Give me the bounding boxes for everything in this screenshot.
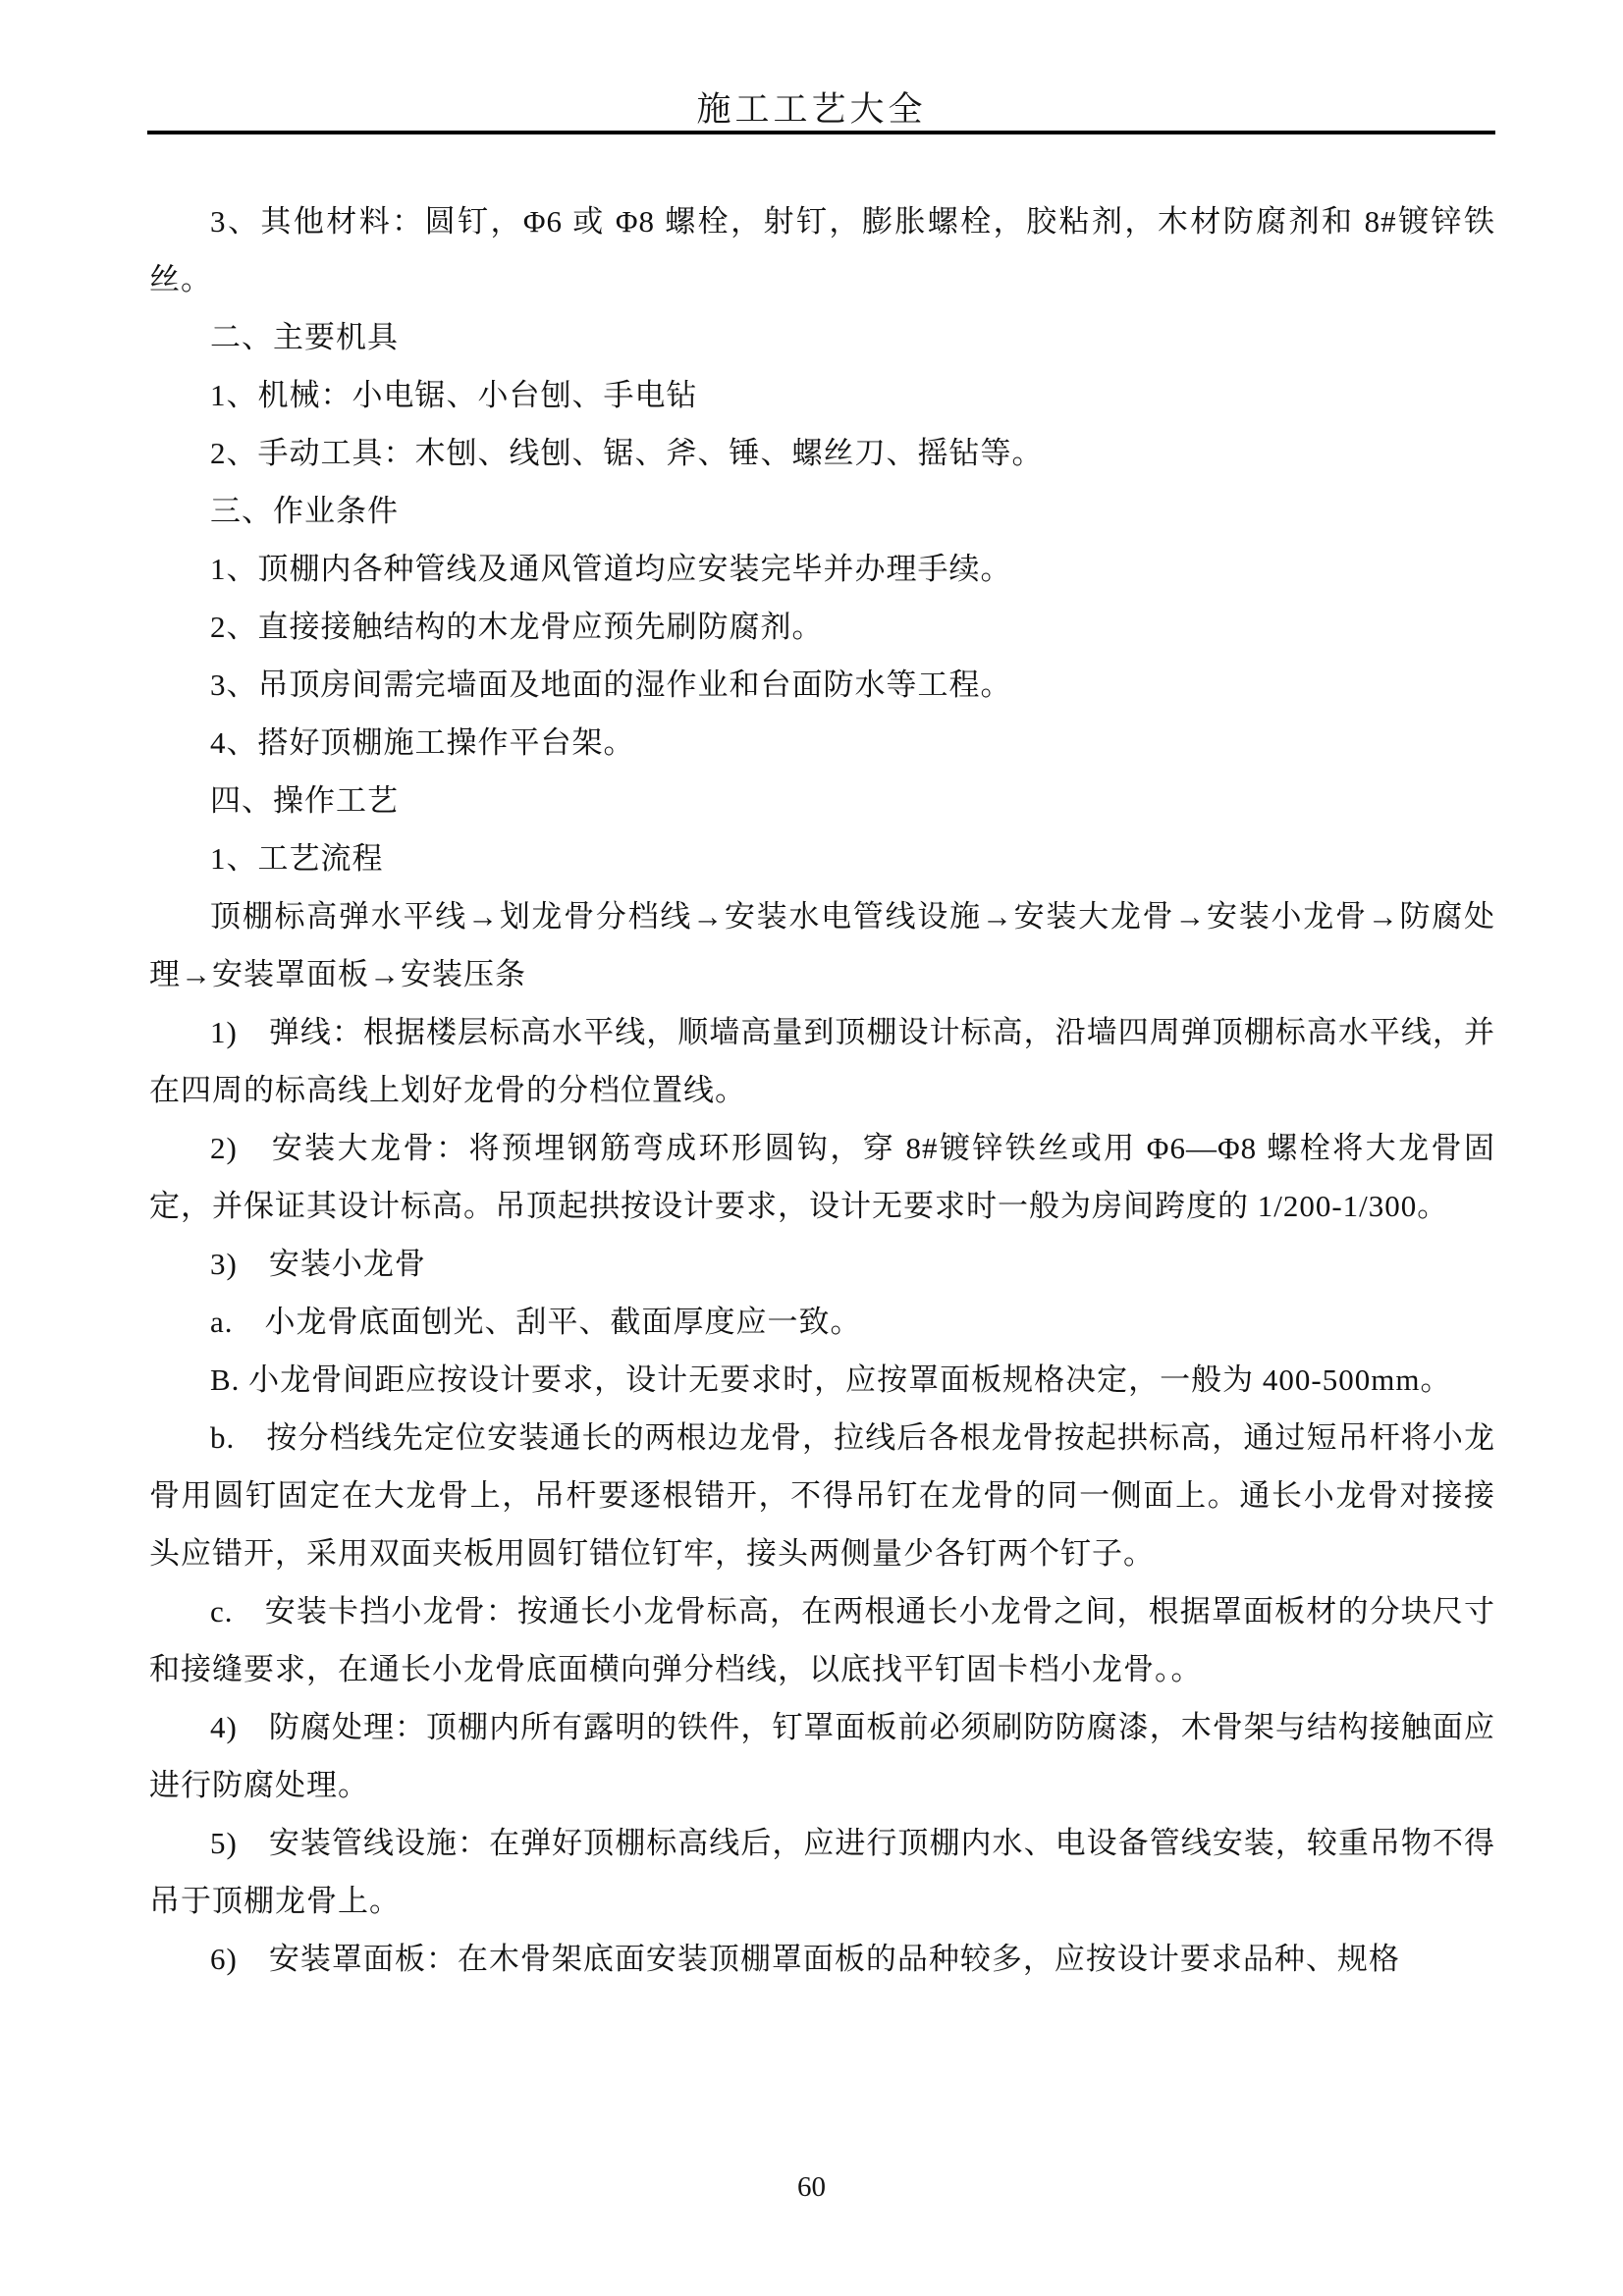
paragraph: 2、手动工具：木刨、线刨、锯、斧、锤、螺丝刀、摇钻等。 bbox=[210, 436, 1044, 470]
paragraph: 4) 防腐处理：顶棚内所有露明的铁件，钉罩面板前必须刷防防腐漆，木骨架与结构接触面应进行防腐处理。 bbox=[149, 1710, 1495, 1802]
paragraph: 1、工艺流程 bbox=[210, 841, 384, 876]
paragraph: a. 小龙骨底面刨光、刮平、截面厚度应一致。 bbox=[210, 1305, 862, 1339]
paragraph: 1、顶棚内各种管线及通风管道均应安装完毕并办理手续。 bbox=[210, 552, 1012, 586]
document-header-title: 施工工艺大全 bbox=[696, 90, 927, 129]
paragraph: 4、搭好顶棚施工操作平台架。 bbox=[210, 725, 635, 760]
paragraph: 2、直接接触结构的木龙骨应预先刷防腐剂。 bbox=[210, 610, 824, 644]
paragraph: 1、机械：小电锯、小台刨、手电钻 bbox=[210, 378, 698, 412]
paragraph: b. 按分档线先定位安装通长的两根边龙骨，拉线后各根龙骨按起拱标高，通过短吊杆将小龙骨用圆钉固定在大龙骨上，吊杆要逐根错开，不得吊钉在龙骨的同一侧面上。通长小龙骨对接接头应错开，采用双面夹板用圆钉错位钉牢，接头两侧量少各钉两个钉子。 bbox=[149, 1420, 1495, 1571]
header-divider bbox=[147, 131, 1495, 134]
paragraph: 三、作业条件 bbox=[210, 494, 399, 528]
paragraph: 6) 安装罩面板：在木骨架底面安装顶棚罩面板的品种较多，应按设计要求品种、规格 bbox=[210, 1942, 1400, 1976]
paragraph: 3、其他材料：圆钉，Φ6 或 Φ8 螺栓，射钉，膨胀螺栓，胶粘剂，木材防腐剂和 8#镀锌铁丝。 bbox=[149, 204, 1495, 296]
paragraph-process-flow: 顶棚标高弹水平线→划龙骨分档线→安装水电管线设施→安装大龙骨→安装小龙骨→防腐处理→安装罩面板→安装压条 bbox=[149, 899, 1495, 991]
paragraph: c. 安装卡挡小龙骨：按通长小龙骨标高，在两根通长小龙骨之间，根据罩面板材的分块尺寸和接缝要求，在通长小龙骨底面横向弹分档线，以底找平钉固卡档小龙骨。。 bbox=[149, 1594, 1495, 1686]
paragraph: 3) 安装小龙骨 bbox=[210, 1247, 426, 1281]
paragraph: 3、吊顶房间需完墙面及地面的湿作业和台面防水等工程。 bbox=[210, 667, 1012, 702]
paragraph: 2) 安装大龙骨：将预埋钢筋弯成环形圆钩，穿 8#镀锌铁丝或用 Φ6—Φ8 螺栓将大龙骨固定，并保证其设计标高。吊顶起拱按设计要求，设计无要求时一般为房间跨度的 1/200-1/300。 bbox=[149, 1131, 1495, 1223]
paragraph: 二、主要机具 bbox=[210, 320, 399, 354]
paragraph: 1) 弹线：根据楼层标高水平线，顺墙高量到顶棚设计标高，沿墙四周弹顶棚标高水平线，并在四周的标高线上划好龙骨的分档位置线。 bbox=[149, 1015, 1495, 1107]
paragraph: B. 小龙骨间距应按设计要求，设计无要求时，应按罩面板规格决定，一般为 400-500mm。 bbox=[210, 1362, 1452, 1397]
page-number: 60 bbox=[797, 2171, 826, 2203]
paragraph: 四、操作工艺 bbox=[210, 783, 399, 818]
paragraph: 5) 安装管线设施：在弹好顶棚标高线后，应进行顶棚内水、电设备管线安装，较重吊物不得吊于顶棚龙骨上。 bbox=[149, 1826, 1495, 1918]
document-body bbox=[149, 192, 1495, 1988]
